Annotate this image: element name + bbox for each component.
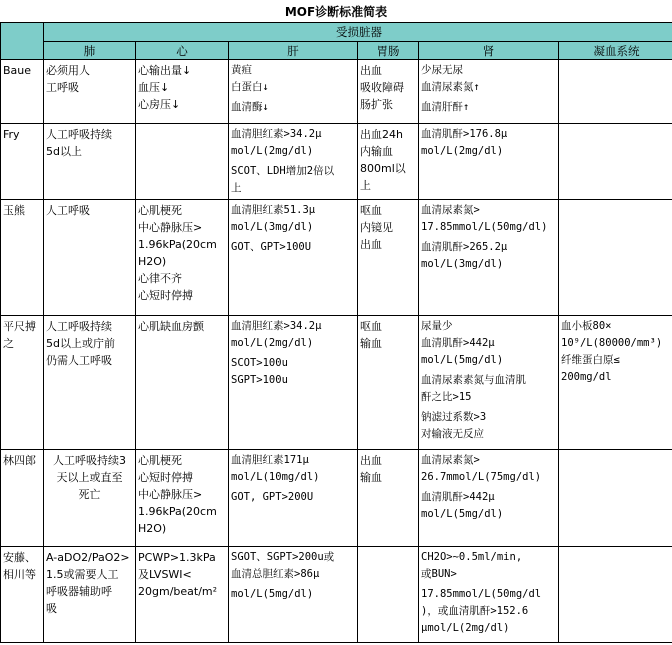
cell-line: 呼吸器辅助呼 bbox=[46, 585, 112, 598]
cell-line: 心输出量↓ bbox=[138, 64, 192, 77]
header-coagulation: 凝血系统 bbox=[559, 42, 672, 60]
cell-line: 出血24h bbox=[360, 128, 403, 141]
cell-line: 26.7mmol/L(75mg/dl) bbox=[421, 471, 542, 483]
cell-line: 心房压↓ bbox=[138, 98, 181, 111]
cell-line: 血清肝酐↑ bbox=[421, 101, 470, 113]
cell-line: 死亡 bbox=[78, 488, 101, 501]
header-group-row bbox=[1, 23, 672, 42]
cell-line: 血清胆红素51.3μ bbox=[231, 204, 316, 216]
cell-line: mol/L(5mg/dl) bbox=[421, 508, 504, 520]
cell-line: 吸收障碍 bbox=[360, 81, 404, 94]
table-row bbox=[1, 60, 672, 124]
header-liver: 肝 bbox=[229, 42, 358, 60]
cell-line: 血压↓ bbox=[138, 81, 170, 94]
cell-gi bbox=[358, 450, 419, 547]
cell-heart bbox=[136, 60, 229, 124]
row-author: 玉熊 bbox=[1, 200, 44, 316]
cell-coagulation bbox=[559, 316, 672, 450]
cell-line: 或BUN> bbox=[421, 568, 457, 580]
cell-line: 肠扩张 bbox=[360, 98, 393, 111]
cell-coagulation bbox=[559, 200, 672, 316]
cell-lung bbox=[44, 316, 136, 450]
cell-kidney bbox=[419, 450, 559, 547]
cell-line: 血清尿素氮> bbox=[421, 204, 480, 216]
cell-line: mol/L(10mg/dl) bbox=[231, 471, 320, 483]
header-lung: 肺 bbox=[44, 42, 136, 60]
cell-liver bbox=[229, 200, 358, 316]
cell-line: 黄疸 bbox=[231, 64, 252, 76]
cell-line: 心肌缺血房颤 bbox=[138, 320, 204, 333]
cell-line: μmol/L(2mg/dl) bbox=[421, 622, 510, 634]
cell-line: 中心静脉压> bbox=[138, 221, 203, 234]
cell-line: mol/L(2mg/dl) bbox=[421, 145, 504, 157]
cell-line: SCOT>100u bbox=[231, 357, 288, 369]
cell-coagulation bbox=[559, 124, 672, 200]
cell-line: 血清尿素氮↑ bbox=[421, 81, 480, 93]
cell-gi bbox=[358, 547, 419, 643]
cell-line: H2O) bbox=[138, 255, 167, 268]
cell-kidney bbox=[419, 316, 559, 450]
cell-line: 20gm/beat/m² bbox=[138, 585, 218, 598]
cell-line: 上 bbox=[231, 182, 242, 194]
cell-line: 血清尿素氮> bbox=[421, 454, 480, 466]
cell-line: GOT, GPT>200U bbox=[231, 491, 314, 503]
cell-line: 200mg/dl bbox=[561, 371, 612, 383]
cell-line: 尿量少 bbox=[421, 320, 453, 332]
cell-line: 输血 bbox=[360, 337, 382, 350]
cell-gi bbox=[358, 200, 419, 316]
cell-line: 酐之比>15 bbox=[421, 391, 472, 403]
cell-heart bbox=[136, 316, 229, 450]
cell-liver bbox=[229, 316, 358, 450]
cell-line: 人工呼吸持续 bbox=[46, 128, 112, 141]
cell-kidney bbox=[419, 547, 559, 643]
cell-line: mol/L(2mg/dl) bbox=[231, 145, 314, 157]
header-kidney: 肾 bbox=[419, 42, 559, 60]
cell-line: )，或血清肌酐>152.6 bbox=[421, 605, 529, 617]
cell-line: 800ml以 bbox=[360, 162, 406, 175]
cell-lung bbox=[44, 60, 136, 124]
row-author: 平尺搏之 bbox=[1, 316, 44, 450]
cell-line: 17.85mmol/L(50mg/dl) bbox=[421, 221, 548, 233]
cell-line: 输血 bbox=[360, 471, 382, 484]
cell-coagulation bbox=[559, 60, 672, 124]
cell-line: 5d以上 bbox=[46, 145, 82, 158]
cell-line: 血清肌酐>442μ bbox=[421, 337, 495, 349]
cell-line: 血清酶↓ bbox=[231, 101, 269, 113]
cell-line: 血清胆红素171μ bbox=[231, 454, 309, 466]
cell-line: 少尿无尿 bbox=[421, 64, 463, 76]
cell-line: mol/L(5mg/dl) bbox=[231, 588, 314, 600]
row-author: 林四郎 bbox=[1, 450, 44, 547]
cell-gi bbox=[358, 316, 419, 450]
cell-line: 人工呼吸持续3 bbox=[53, 454, 126, 467]
cell-heart bbox=[136, 450, 229, 547]
row-author: Fry bbox=[1, 124, 44, 200]
cell-line: mol/L(5mg/dl) bbox=[421, 354, 504, 366]
cell-line: H2O) bbox=[138, 522, 167, 535]
cell-line: SGOT、SGPT>200u或 bbox=[231, 551, 335, 563]
cell-line: 上 bbox=[360, 179, 371, 192]
header-cols-row bbox=[1, 42, 672, 60]
cell-line: 内镜见 bbox=[360, 221, 393, 234]
cell-line: 工呼吸 bbox=[46, 81, 79, 94]
cell-liver bbox=[229, 450, 358, 547]
cell-line: 1.96kPa(20cm bbox=[138, 505, 217, 518]
cell-line: 钠滤过系数>3 bbox=[421, 411, 487, 423]
row-author: 安藤、相川等 bbox=[1, 547, 44, 643]
cell-line: 血清胆红素>34.2μ bbox=[231, 128, 322, 140]
cell-lung bbox=[44, 200, 136, 316]
cell-gi bbox=[358, 60, 419, 124]
cell-line: SCOT、LDH增加2倍以 bbox=[231, 165, 335, 177]
cell-line: 对输液无反应 bbox=[421, 428, 484, 440]
cell-line: 人工呼吸 bbox=[46, 204, 90, 217]
cell-line: 1.5或需要人工 bbox=[46, 568, 119, 581]
cell-line: 呕血 bbox=[360, 320, 382, 333]
cell-line: 心肌梗死 bbox=[138, 454, 182, 467]
cell-line: 17.85mmol/L(50mg/dl bbox=[421, 588, 542, 600]
header-corner bbox=[1, 23, 44, 60]
cell-line: 血清尿素素氮与血清肌 bbox=[421, 374, 526, 386]
cell-kidney bbox=[419, 200, 559, 316]
cell-line: 出血 bbox=[360, 64, 382, 77]
cell-line: 呕血 bbox=[360, 204, 382, 217]
cell-line: mol/L(3mg/dl) bbox=[421, 258, 504, 270]
cell-line: 心短时停搏 bbox=[138, 289, 193, 302]
cell-line: 中心静脉压> bbox=[138, 488, 203, 501]
cell-line: 血清总胆红素>86μ bbox=[231, 568, 320, 580]
cell-line: 血小板80× bbox=[561, 320, 612, 332]
mof-criteria-table bbox=[0, 22, 672, 643]
cell-line: 及LVSWI< bbox=[138, 568, 192, 581]
cell-line: 10⁹/L(80000/mm³) bbox=[561, 337, 663, 349]
header-heart: 心 bbox=[136, 42, 229, 60]
cell-coagulation bbox=[559, 547, 672, 643]
row-author: Baue bbox=[1, 60, 44, 124]
cell-line: mol/L(2mg/dl) bbox=[231, 337, 314, 349]
cell-line: 血清肌酐>176.8μ bbox=[421, 128, 508, 140]
cell-line: 仍需人工呼吸 bbox=[46, 354, 112, 367]
cell-coagulation bbox=[559, 450, 672, 547]
cell-line: SGPT>100u bbox=[231, 374, 288, 386]
cell-line: A-aDO2/PaO2> bbox=[46, 551, 130, 564]
cell-kidney bbox=[419, 60, 559, 124]
cell-line: mol/L(3mg/dl) bbox=[231, 221, 314, 233]
cell-line: 天以上或直至 bbox=[56, 471, 123, 484]
cell-lung bbox=[44, 547, 136, 643]
cell-line: PCWP>1.3kPa bbox=[138, 551, 216, 564]
cell-line: GOT、GPT>100U bbox=[231, 241, 312, 253]
cell-line: 出血 bbox=[360, 238, 382, 251]
header-group: 受损脏器 bbox=[44, 23, 672, 42]
cell-gi bbox=[358, 124, 419, 200]
cell-line: 血清肌酐>442μ bbox=[421, 491, 495, 503]
cell-liver bbox=[229, 60, 358, 124]
cell-heart bbox=[136, 547, 229, 643]
table-row bbox=[1, 450, 672, 547]
cell-line: 人工呼吸持续 bbox=[46, 320, 112, 333]
cell-line: 心律不齐 bbox=[138, 272, 182, 285]
cell-line: 吸 bbox=[46, 602, 57, 615]
cell-line: 必须用人 bbox=[46, 64, 90, 77]
cell-lung bbox=[44, 124, 136, 200]
cell-line: 内输血 bbox=[360, 145, 393, 158]
header-gi: 胃肠 bbox=[358, 42, 419, 60]
cell-line: 心肌梗死 bbox=[138, 204, 182, 217]
cell-line: 纤维蛋白原≤ bbox=[561, 354, 620, 366]
table-row bbox=[1, 547, 672, 643]
page-title: MOF诊断标准简表 bbox=[284, 5, 388, 19]
cell-line: CH2O>~0.5ml/min, bbox=[421, 551, 523, 563]
cell-line: 血清肌酐>265.2μ bbox=[421, 241, 508, 253]
table-row bbox=[1, 124, 672, 200]
cell-line: 1.96kPa(20cm bbox=[138, 238, 217, 251]
cell-line: 5d以上或庁前 bbox=[46, 337, 115, 350]
cell-line: 出血 bbox=[360, 454, 382, 467]
cell-lung bbox=[44, 450, 136, 547]
cell-line: 血清胆红素>34.2μ bbox=[231, 320, 322, 332]
table-row bbox=[1, 200, 672, 316]
cell-kidney bbox=[419, 124, 559, 200]
cell-liver bbox=[229, 547, 358, 643]
cell-line: 心短时停搏 bbox=[138, 471, 193, 484]
cell-heart bbox=[136, 124, 229, 200]
cell-liver bbox=[229, 124, 358, 200]
cell-heart bbox=[136, 200, 229, 316]
cell-line: 白蛋白↓ bbox=[231, 81, 269, 93]
table-row bbox=[1, 316, 672, 450]
